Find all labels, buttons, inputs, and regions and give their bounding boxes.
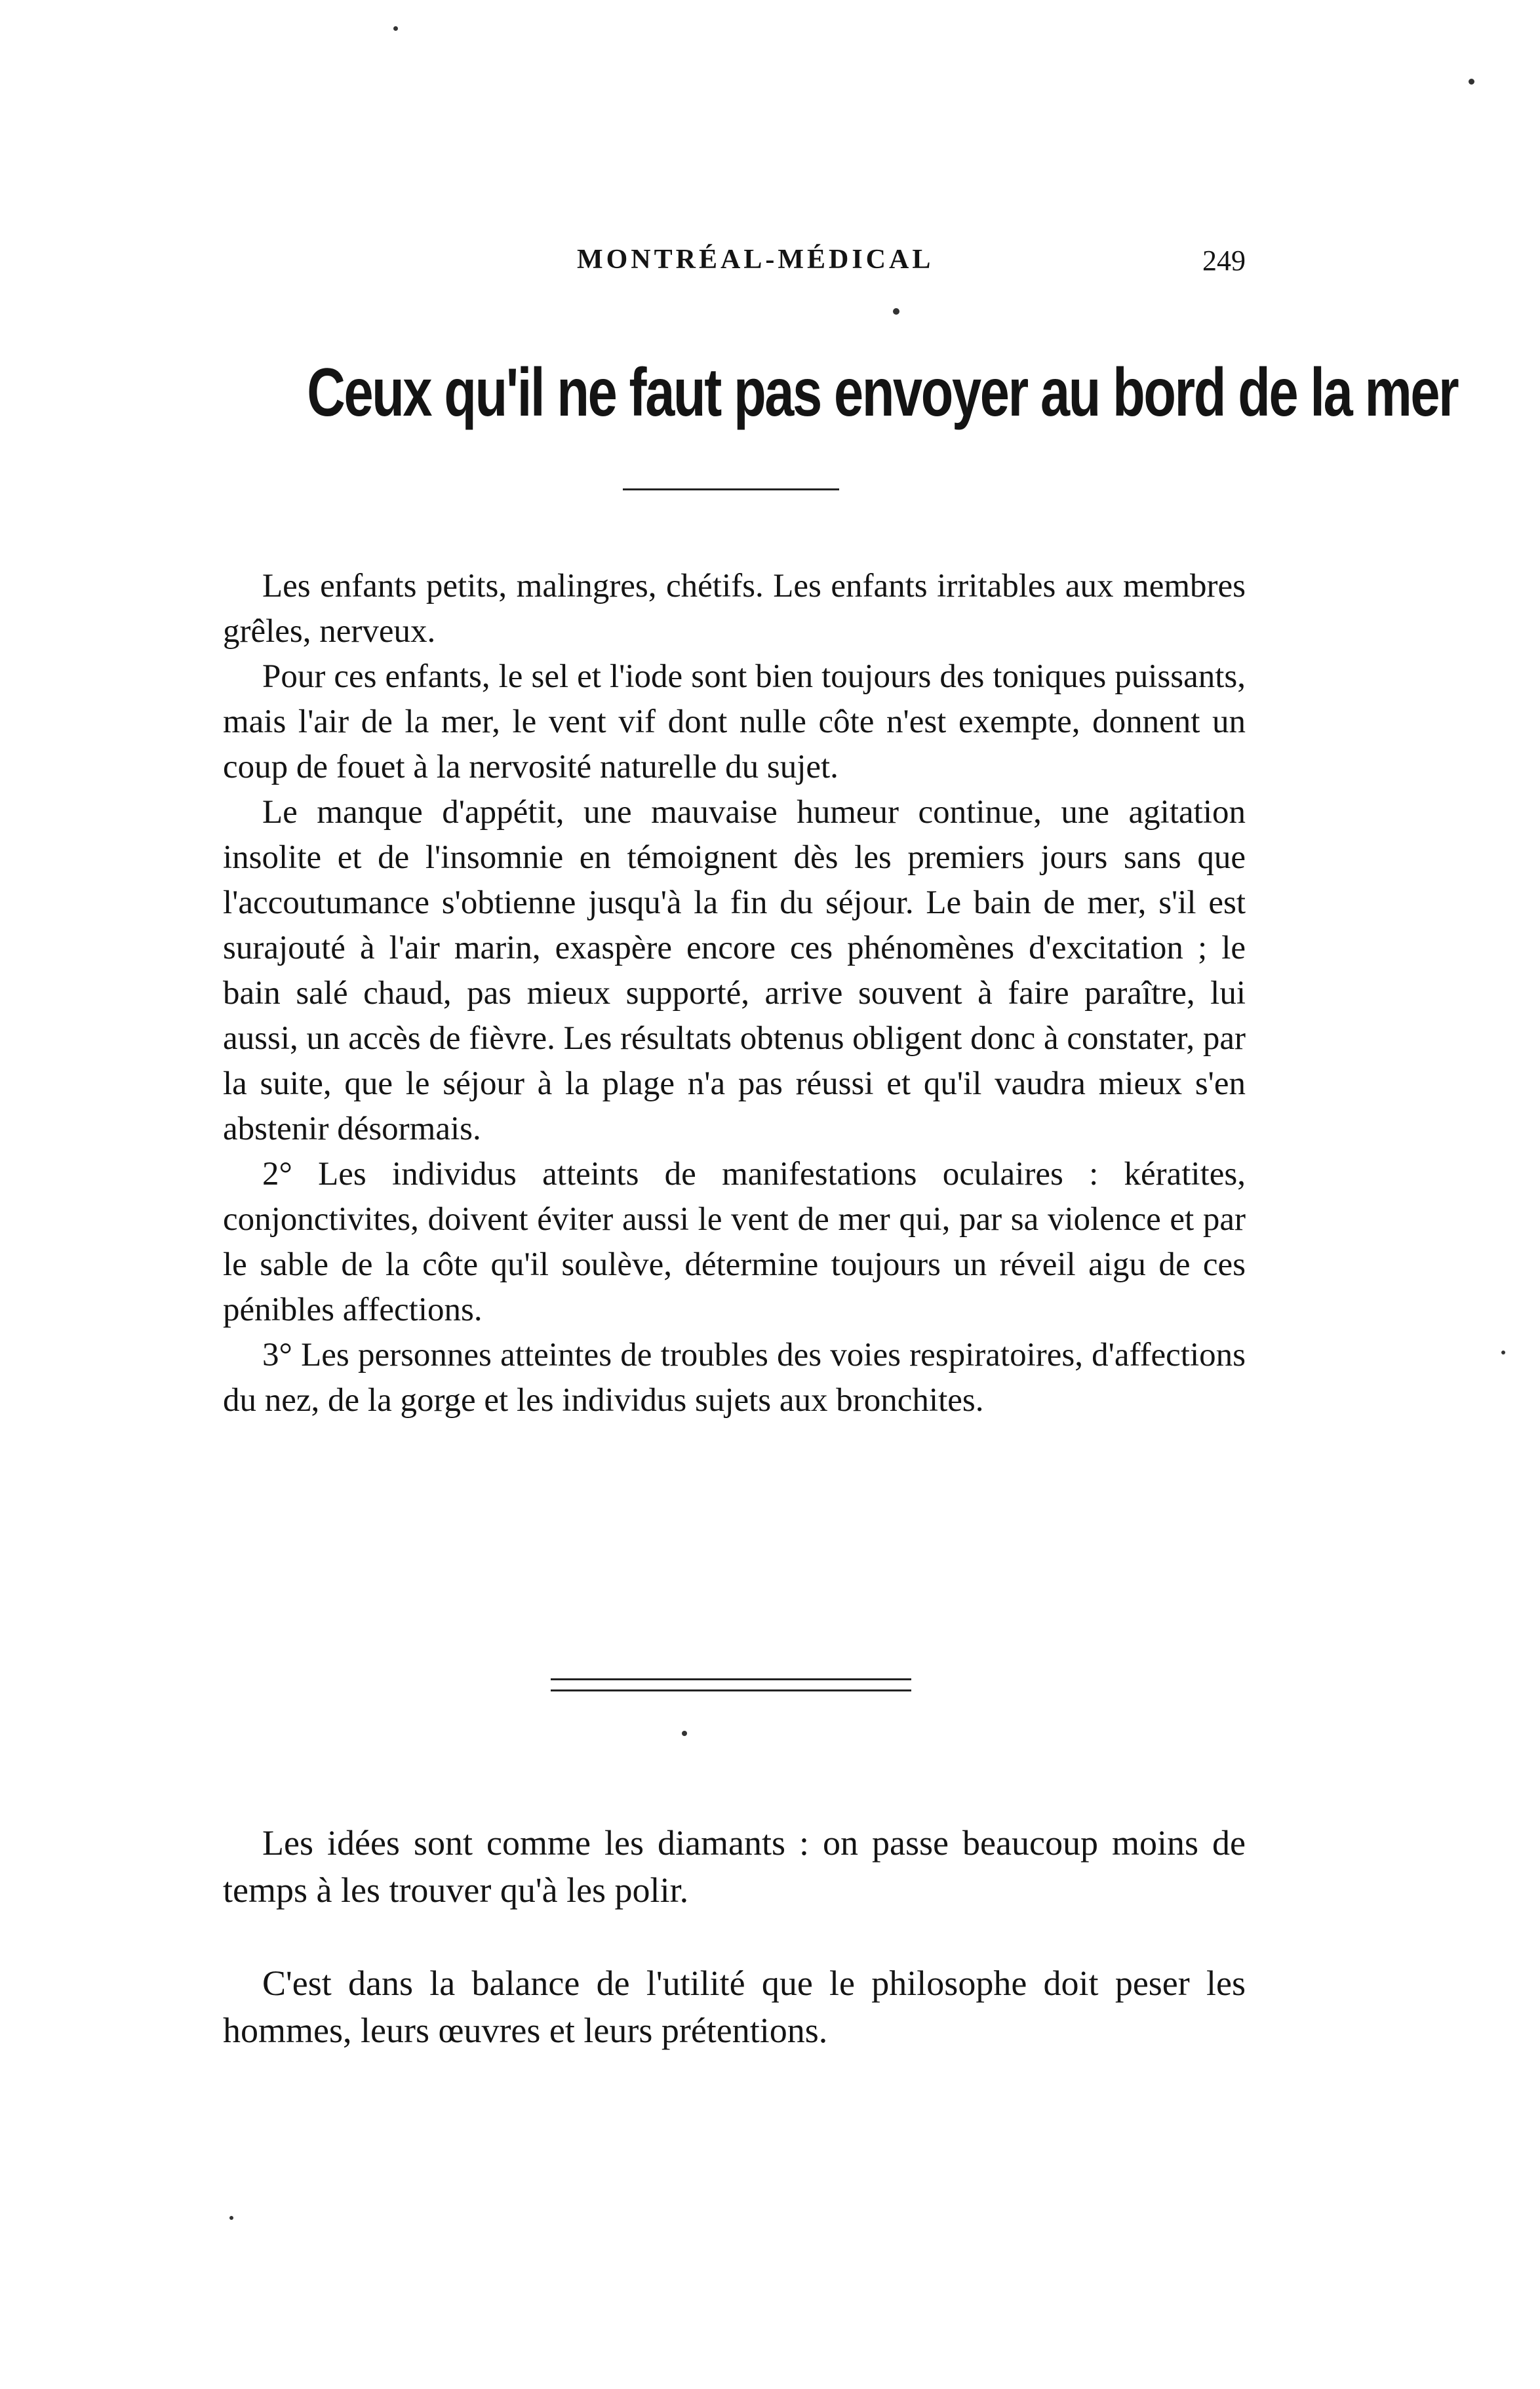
scan-speck xyxy=(1501,1351,1505,1354)
maxim-1: Les idées sont comme les diamants : on passe beaucoup moins de temps à les trouver qu'à les polir. xyxy=(223,1823,1246,1910)
scan-speck xyxy=(393,26,398,31)
journal-name: MONTRÉAL-MÉDICAL xyxy=(577,245,934,275)
paragraph-1: Les enfants petits, malingres, chétifs. Les enfants irritables aux membres grêles, nerveux. xyxy=(223,568,1246,650)
article-body xyxy=(223,564,1246,1423)
paragraph-2: Pour ces enfants, le sel et l'iode sont bien toujours des toniques puissants, mais l'air de la mer, le vent vif dont nulle côte n'est exempte, donnent un coup de fouet à la nervosité naturelle du sujet. xyxy=(223,658,1246,785)
scan-speck xyxy=(1469,79,1474,85)
running-head xyxy=(223,244,1246,283)
title-divider xyxy=(623,488,839,490)
scan-speck xyxy=(229,2216,233,2220)
paragraph-5: 3° Les personnes atteintes de troubles des voies respiratoires, d'affections du nez, de la gorge et les individus sujets aux bronchites. xyxy=(223,1337,1246,1419)
article-title: Ceux qu'il ne faut pas envoyer au bord de la mer xyxy=(307,355,1458,431)
scan-speck xyxy=(893,308,899,315)
section-double-divider xyxy=(551,1678,911,1691)
maxim-2: C'est dans la balance de l'utilité que le philosophe doit peser les hommes, leurs œuvres et leurs prétentions. xyxy=(223,1964,1246,2050)
maxims xyxy=(223,1819,1246,2100)
scan-speck xyxy=(682,1731,687,1736)
paragraph-3: Le manque d'appétit, une mauvaise humeur continue, une agitation insolite et de l'insomnie en témoignent dès les premiers jours sans que l'accoutumance s'obtienne jusqu'à la fin du séjour. Le bain de mer, s'il est surajouté à l'air marin, exaspère encore ces phénomènes d'excitation ; le bain salé chaud, pas mieux supporté, arrive souvent à faire paraître, lui aussi, un accès de fièvre. Les résultats obtenus obligent donc à constater, par la suite, que le séjour à la plage n'a pas réussi et qu'il vaudra mieux s'en abstenir désormais. xyxy=(223,794,1246,1147)
paragraph-4: 2° Les individus atteints de manifestations oculaires : kératites, conjonctivites, doivent éviter aussi le vent de mer qui, par sa violence et par le sable de la côte qu'il soulève, détermine toujours un réveil aigu de ces pénibles affections. xyxy=(223,1156,1246,1328)
page-number: 249 xyxy=(1202,245,1246,277)
